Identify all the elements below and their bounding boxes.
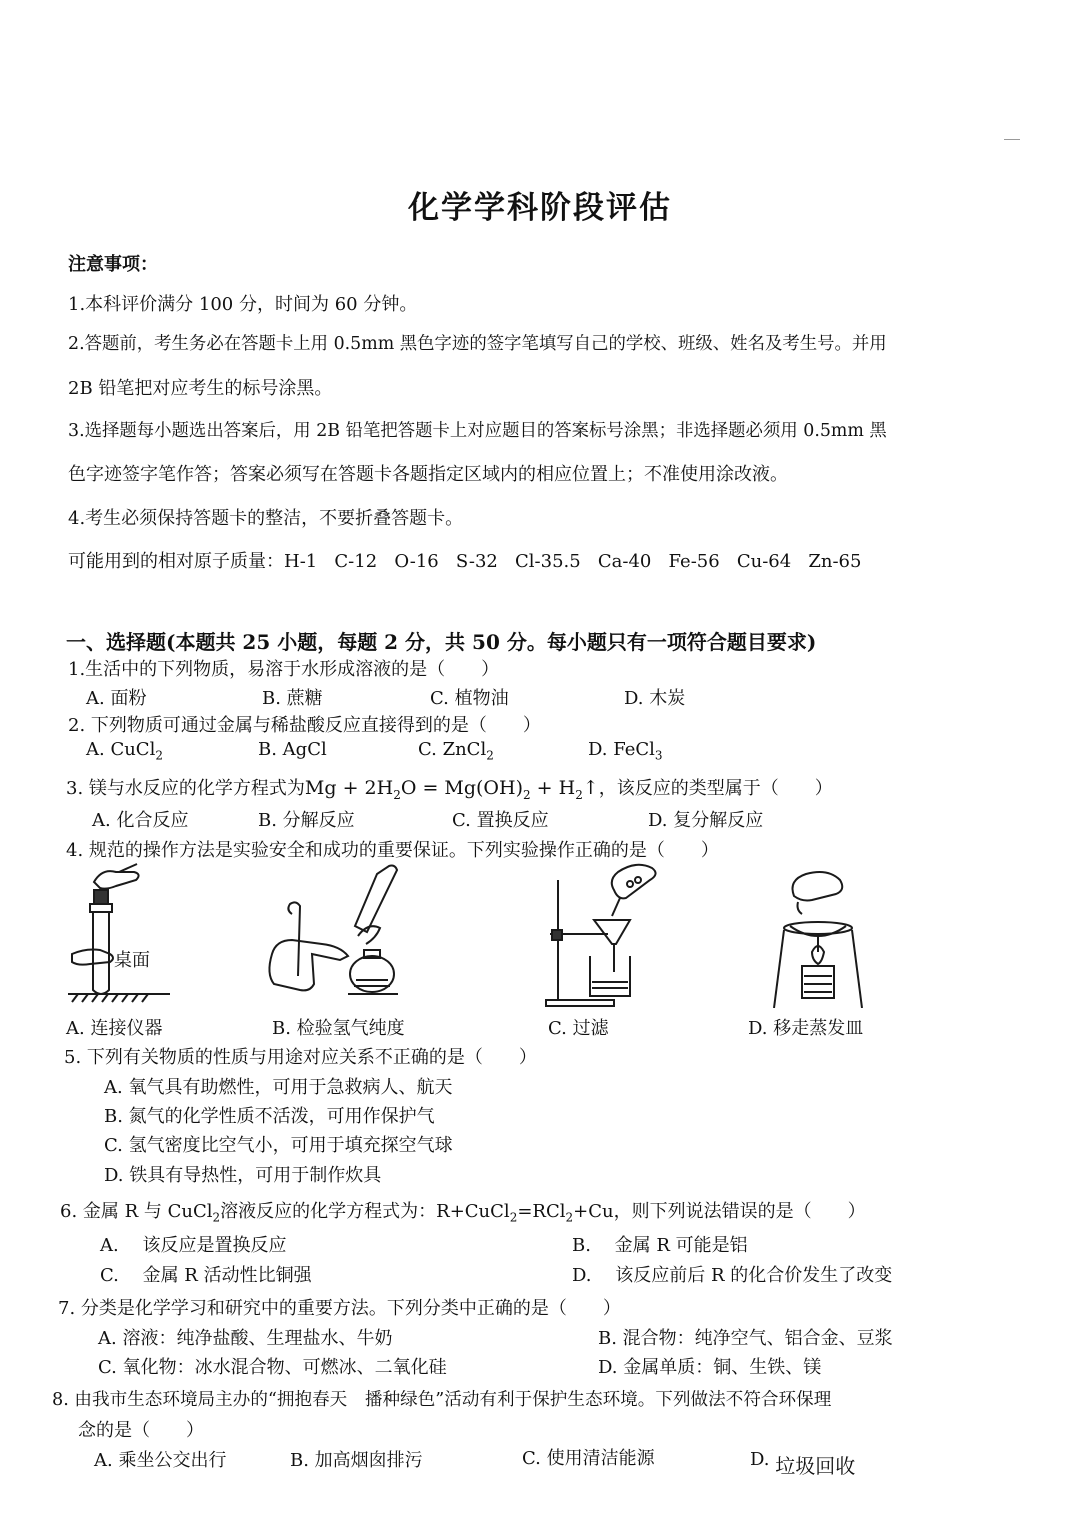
q4-figure-c	[540, 860, 670, 1008]
notice-line-4: 4.考生必须保持答题卡的整洁，不要折叠答题卡。	[68, 508, 464, 529]
q5-option-d: D. 铁具有导热性，可用于制作炊具	[104, 1165, 382, 1186]
atomic-mass-line	[68, 547, 861, 573]
section-1-heading: 一、选择题(本题共 25 小题，每题 2 分，共 50 分。每小题只有一项符合题目要求)	[66, 630, 817, 654]
q1-option-b: B. 蔗糖	[262, 688, 323, 709]
q3-option-a: A. 化合反应	[92, 810, 189, 831]
q2-option-c: C. ZnCl$_2$	[418, 739, 494, 763]
q4-figure-a	[64, 862, 174, 1007]
q6-option-b: B. 金属 R 可能是铝	[572, 1235, 748, 1256]
q5-stem: 5. 下列有关物质的性质与用途对应关系不正确的是（ ）	[64, 1047, 537, 1068]
q4-figure-b	[262, 864, 422, 1004]
scan-mark	[1004, 139, 1020, 140]
q6-option-d: D. 该反应前后 R 的化合价发生了改变	[572, 1265, 893, 1286]
q7-option-a: A. 溶液：纯净盐酸、生理盐水、牛奶	[98, 1328, 393, 1349]
q5-option-c: C. 氢气密度比空气小，可用于填充探空气球	[104, 1135, 453, 1156]
q2-option-d: D. FeCl$_3$	[588, 739, 663, 763]
q8-option-c: C. 使用清洁能源	[522, 1448, 655, 1469]
q7-option-d: D. 金属单质：铜、生铁、镁	[598, 1357, 822, 1378]
q4-figure-d	[768, 866, 868, 1008]
notice-line-2a: 2.答题前，考生务必在答题卡上用 0.5mm 黑色字迹的签字笔填写自己的学校、班级、姓名及考生号。并用	[68, 334, 887, 354]
notice-line-1: 1.本科评价满分 100 分，时间为 60 分钟。	[68, 294, 418, 315]
q5-option-a: A. 氧气具有助燃性，可用于急救病人、航天	[104, 1077, 453, 1098]
q4-figure-a-label: 桌面	[114, 946, 150, 972]
q8-stem-line-1: 8. 由我市生态环境局主办的“拥抱春天 播种绿色”活动有利于保护生态环境。下列做法不符合环保理	[52, 1390, 832, 1410]
q3-option-c: C. 置换反应	[452, 810, 549, 831]
q3-equation: $Mg + 2H_2O = Mg(OH)_2$ + $H_2↑$	[304, 777, 599, 802]
notice-heading: 注意事项：	[68, 254, 158, 275]
atomic-mass-values: H-1 C-12 O-16 S-32 Cl-35.5 Ca-40 Fe-56 Cu-64 Zn-65	[284, 551, 862, 572]
q1-option-c: C. 植物油	[430, 688, 509, 709]
q6-option-c: C. 金属 R 活动性比铜强	[100, 1265, 312, 1286]
q2-stem: 2. 下列物质可通过金属与稀盐酸反应直接得到的是（ ）	[68, 715, 541, 736]
atomic-mass-label: 可能用到的相对原子质量：	[68, 551, 284, 572]
q7-option-c: C. 氧化物：冰水混合物、可燃冰、二氧化硅	[98, 1357, 447, 1378]
q3-option-d: D. 复分解反应	[648, 810, 764, 831]
q2-option-a: A. CuCl$_2$	[86, 739, 163, 763]
q8-stem-line-2: 念的是（ ）	[78, 1420, 204, 1441]
q4-option-d: D. 移走蒸发皿	[748, 1018, 864, 1039]
q1-option-d: D. 木炭	[624, 688, 686, 709]
q4-option-b: B. 检验氢气纯度	[272, 1018, 405, 1039]
page-title: 化学学科阶段评估	[408, 190, 672, 226]
q2-option-b: B. AgCl	[258, 739, 327, 760]
q7-option-b: B. 混合物：纯净空气、铝合金、豆浆	[598, 1328, 893, 1349]
notice-line-3b: 色字迹签字笔作答；答案必须写在答题卡各题指定区域内的相应位置上；不准使用涂改液。	[68, 464, 788, 485]
notice-line-2b: 2B 铅笔把对应考生的标号涂黑。	[68, 378, 333, 399]
q8-option-b: B. 加高烟囱排污	[290, 1450, 423, 1471]
q1-option-a: A. 面粉	[86, 688, 147, 709]
q4-stem: 4. 规范的操作方法是实验安全和成功的重要保证。下列实验操作正确的是（ ）	[66, 840, 719, 861]
q3-stem: 3. 镁与水反应的化学方程式为$Mg + 2H_2O = Mg(OH)_2$ + $H_2↑$，该反应的类型属于（ ）	[66, 777, 833, 802]
q8-option-d: D. 垃圾回收	[750, 1449, 856, 1478]
q6-stem: 6. 金属 R 与 CuCl$_2$溶液反应的化学方程式为：R+CuCl$_2$=RCl$_2$+Cu，则下列说法错误的是（ ）	[60, 1201, 866, 1225]
notice-line-3a: 3.选择题每小题选出答案后，用 2B 铅笔把答题卡上对应题目的答案标号涂黑；非选择题必须用 0.5mm 黑	[68, 421, 887, 441]
q7-stem: 7. 分类是化学学习和研究中的重要方法。下列分类中正确的是（ ）	[58, 1298, 621, 1319]
q4-option-c: C. 过滤	[548, 1018, 609, 1039]
q4-option-a: A. 连接仪器	[66, 1018, 163, 1039]
q1-stem: 1.生活中的下列物质，易溶于水形成溶液的是（ ）	[68, 659, 500, 680]
q6-option-a: A. 该反应是置换反应	[100, 1235, 287, 1256]
q5-option-b: B. 氮气的化学性质不活泼，可用作保护气	[104, 1106, 435, 1127]
q8-option-a: A. 乘坐公交出行	[94, 1450, 227, 1471]
q3-option-b: B. 分解反应	[258, 810, 355, 831]
